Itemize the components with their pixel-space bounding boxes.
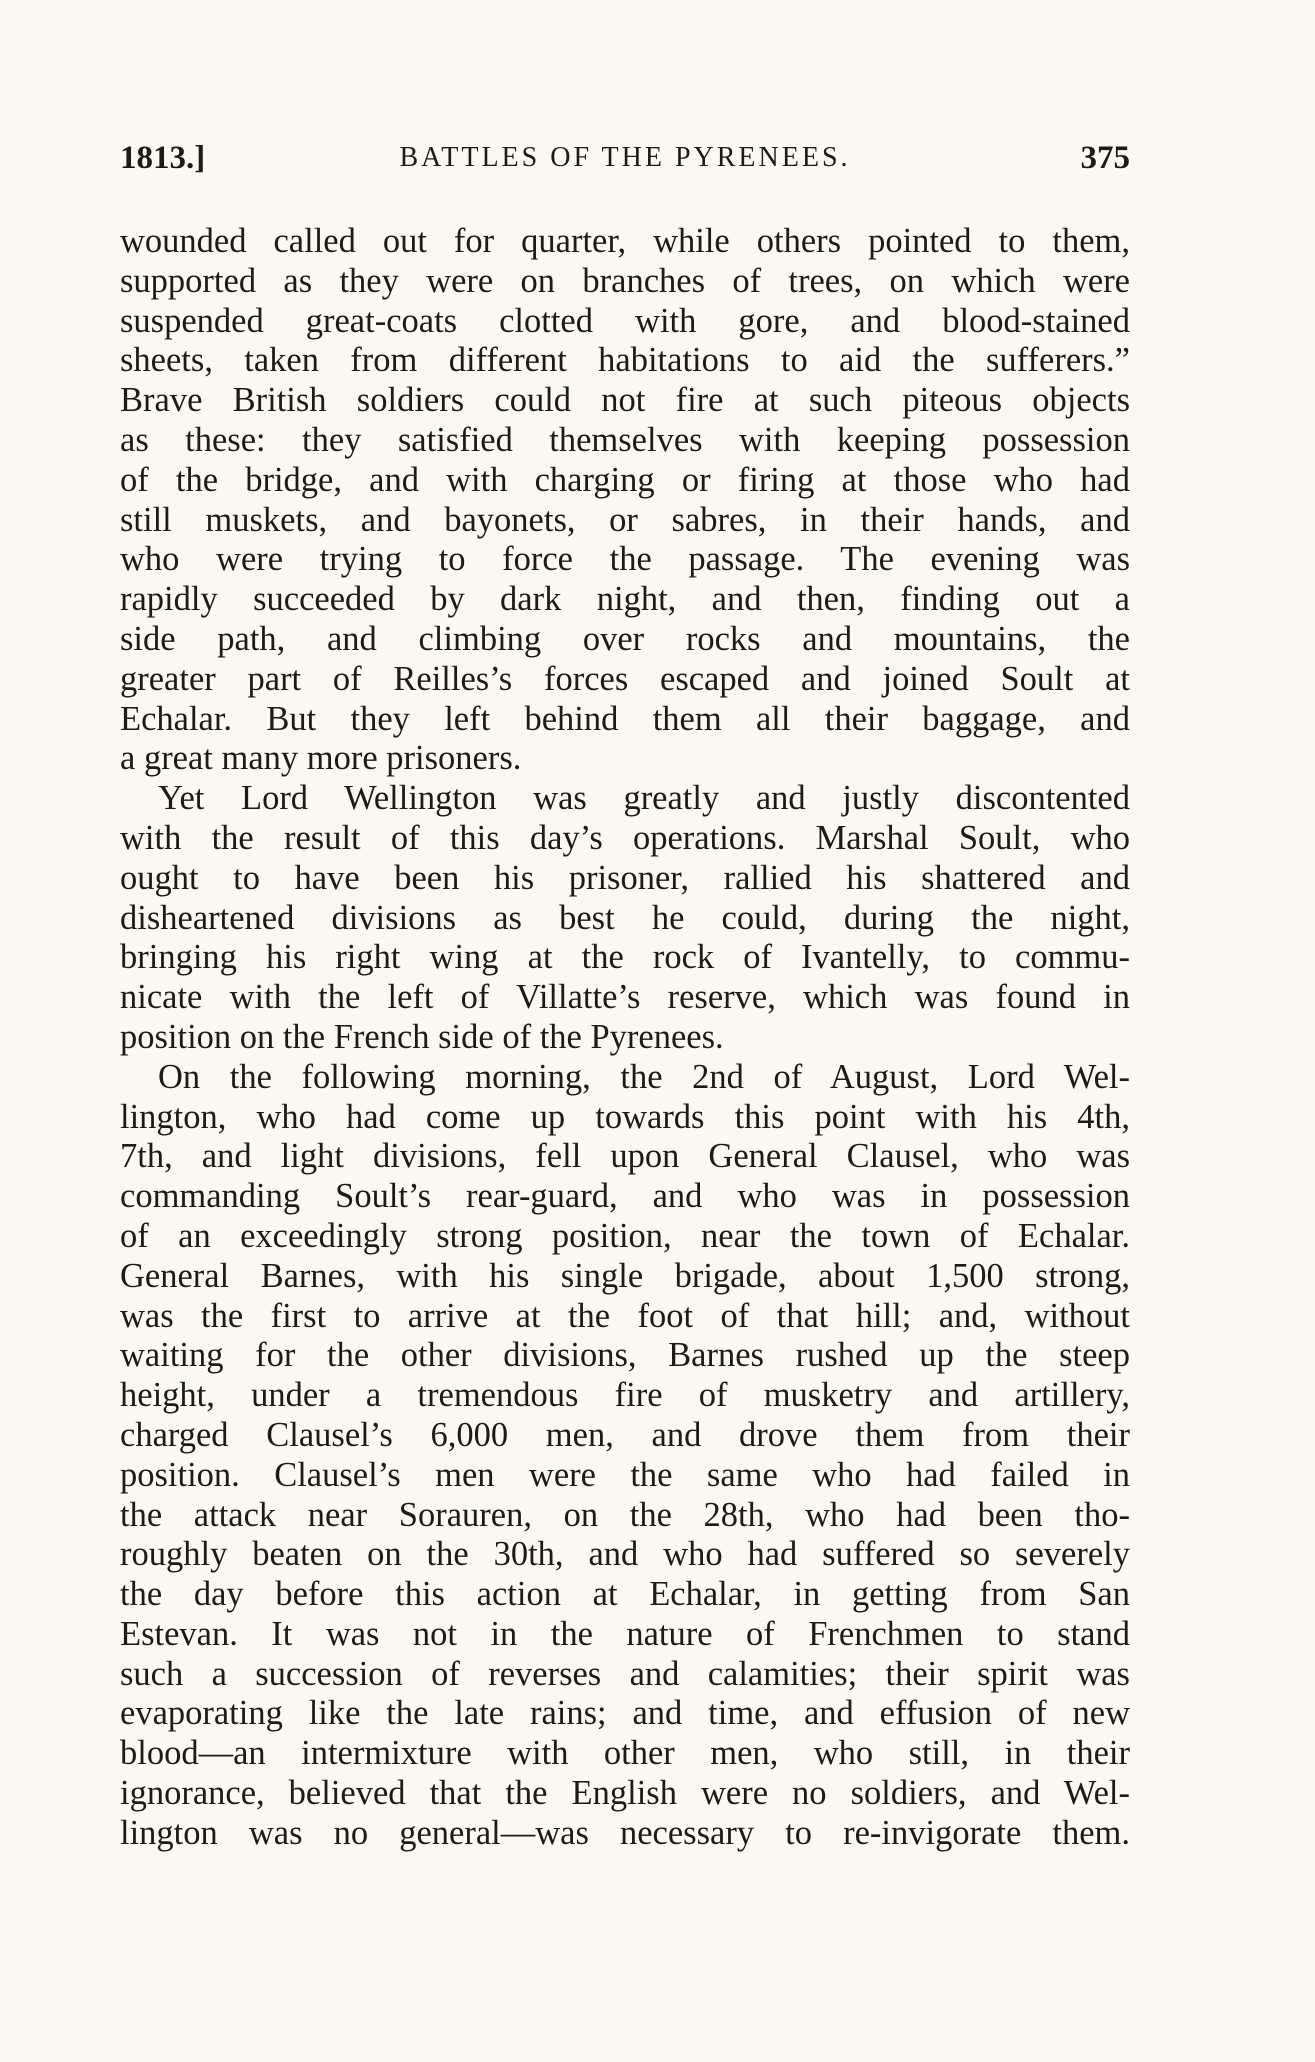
header-title: BATTLES OF THE PYRENEES. <box>399 142 851 173</box>
body-text <box>120 222 1130 1854</box>
text-line: of the bridge, and with charging or firing at those who had <box>120 460 1130 499</box>
text-line: nicate with the left of Villatte’s reserve, which was found in <box>120 978 1130 1017</box>
text-line: with the result of this day’s operations. Marshal Soult, who <box>120 818 1130 857</box>
text-line: ignorance, believed that the English were no soldiers, and Wel- <box>120 1774 1130 1813</box>
text-line: position on the French side of the Pyrenees. <box>120 1017 724 1056</box>
text-line: rapidly succeeded by dark night, and then, finding out a <box>120 580 1130 619</box>
text-line: still muskets, and bayonets, or sabres, in their hands, and <box>120 500 1130 539</box>
text-line: of an exceedingly strong position, near the town of Echalar. <box>120 1216 1130 1255</box>
header-year: 1813.] <box>120 140 206 176</box>
text-line: greater part of Reilles’s forces escaped and joined Soult at <box>120 659 1130 698</box>
text-line: Yet Lord Wellington was greatly and justly discontented <box>158 779 1130 818</box>
text-line: such a succession of reverses and calamities; their spirit was <box>120 1654 1130 1693</box>
text-line: waiting for the other divisions, Barnes rushed up the steep <box>120 1336 1130 1375</box>
text-line: Estevan. It was not in the nature of Frenchmen to stand <box>120 1614 1130 1653</box>
text-line: evaporating like the late rains; and time, and effusion of new <box>120 1694 1130 1733</box>
text-line: lington, who had come up towards this point with his 4th, <box>120 1097 1130 1136</box>
text-line: wounded called out for quarter, while others pointed to them, <box>120 222 1130 260</box>
text-line: roughly beaten on the 30th, and who had suffered so severely <box>120 1535 1130 1574</box>
text-line: ought to have been his prisoner, rallied his shattered and <box>120 858 1130 897</box>
book-page <box>120 140 1130 1854</box>
text-line: was the first to arrive at the foot of that hill; and, without <box>120 1296 1130 1335</box>
text-line: the attack near Sorauren, on the 28th, who had been tho- <box>120 1495 1130 1534</box>
text-line: General Barnes, with his single brigade, about 1,500 strong, <box>120 1256 1130 1295</box>
text-line: position. Clausel’s men were the same who had failed in <box>120 1455 1130 1494</box>
text-line: the day before this action at Echalar, in getting from San <box>120 1575 1130 1614</box>
text-line: blood—an intermixture with other men, who still, in their <box>120 1734 1130 1773</box>
text-line: commanding Soult’s rear-guard, and who was in possession <box>120 1177 1130 1216</box>
text-line: bringing his right wing at the rock of Ivantelly, to commu- <box>120 938 1130 977</box>
text-line: sheets, taken from different habitations to aid the sufferers.” <box>120 341 1130 380</box>
text-line: disheartened divisions as best he could, during the night, <box>120 898 1130 937</box>
text-line: who were trying to force the passage. The evening was <box>120 540 1130 579</box>
text-line: as these: they satisfied themselves with keeping possession <box>120 420 1130 459</box>
text-line: 7th, and light divisions, fell upon General Clausel, who was <box>120 1137 1130 1176</box>
text-line: height, under a tremendous fire of musketry and artillery, <box>120 1376 1130 1415</box>
page-number: 375 <box>1080 140 1130 176</box>
text-line: side path, and climbing over rocks and mountains, the <box>120 619 1130 658</box>
text-line: Brave British soldiers could not fire at such piteous objects <box>120 381 1130 420</box>
text-line: On the following morning, the 2nd of August, Lord Wel- <box>158 1057 1130 1096</box>
text-line: lington was no general—was necessary to re-invigorate them. <box>120 1813 1130 1852</box>
text-line: supported as they were on branches of trees, on which were <box>120 261 1130 300</box>
text-line: Echalar. But they left behind them all their baggage, and <box>120 699 1130 738</box>
text-line: a great many more prisoners. <box>120 739 522 778</box>
running-header <box>120 140 1130 192</box>
text-line: suspended great-coats clotted with gore, and blood-stained <box>120 301 1130 340</box>
text-line: charged Clausel’s 6,000 men, and drove them from their <box>120 1415 1130 1454</box>
